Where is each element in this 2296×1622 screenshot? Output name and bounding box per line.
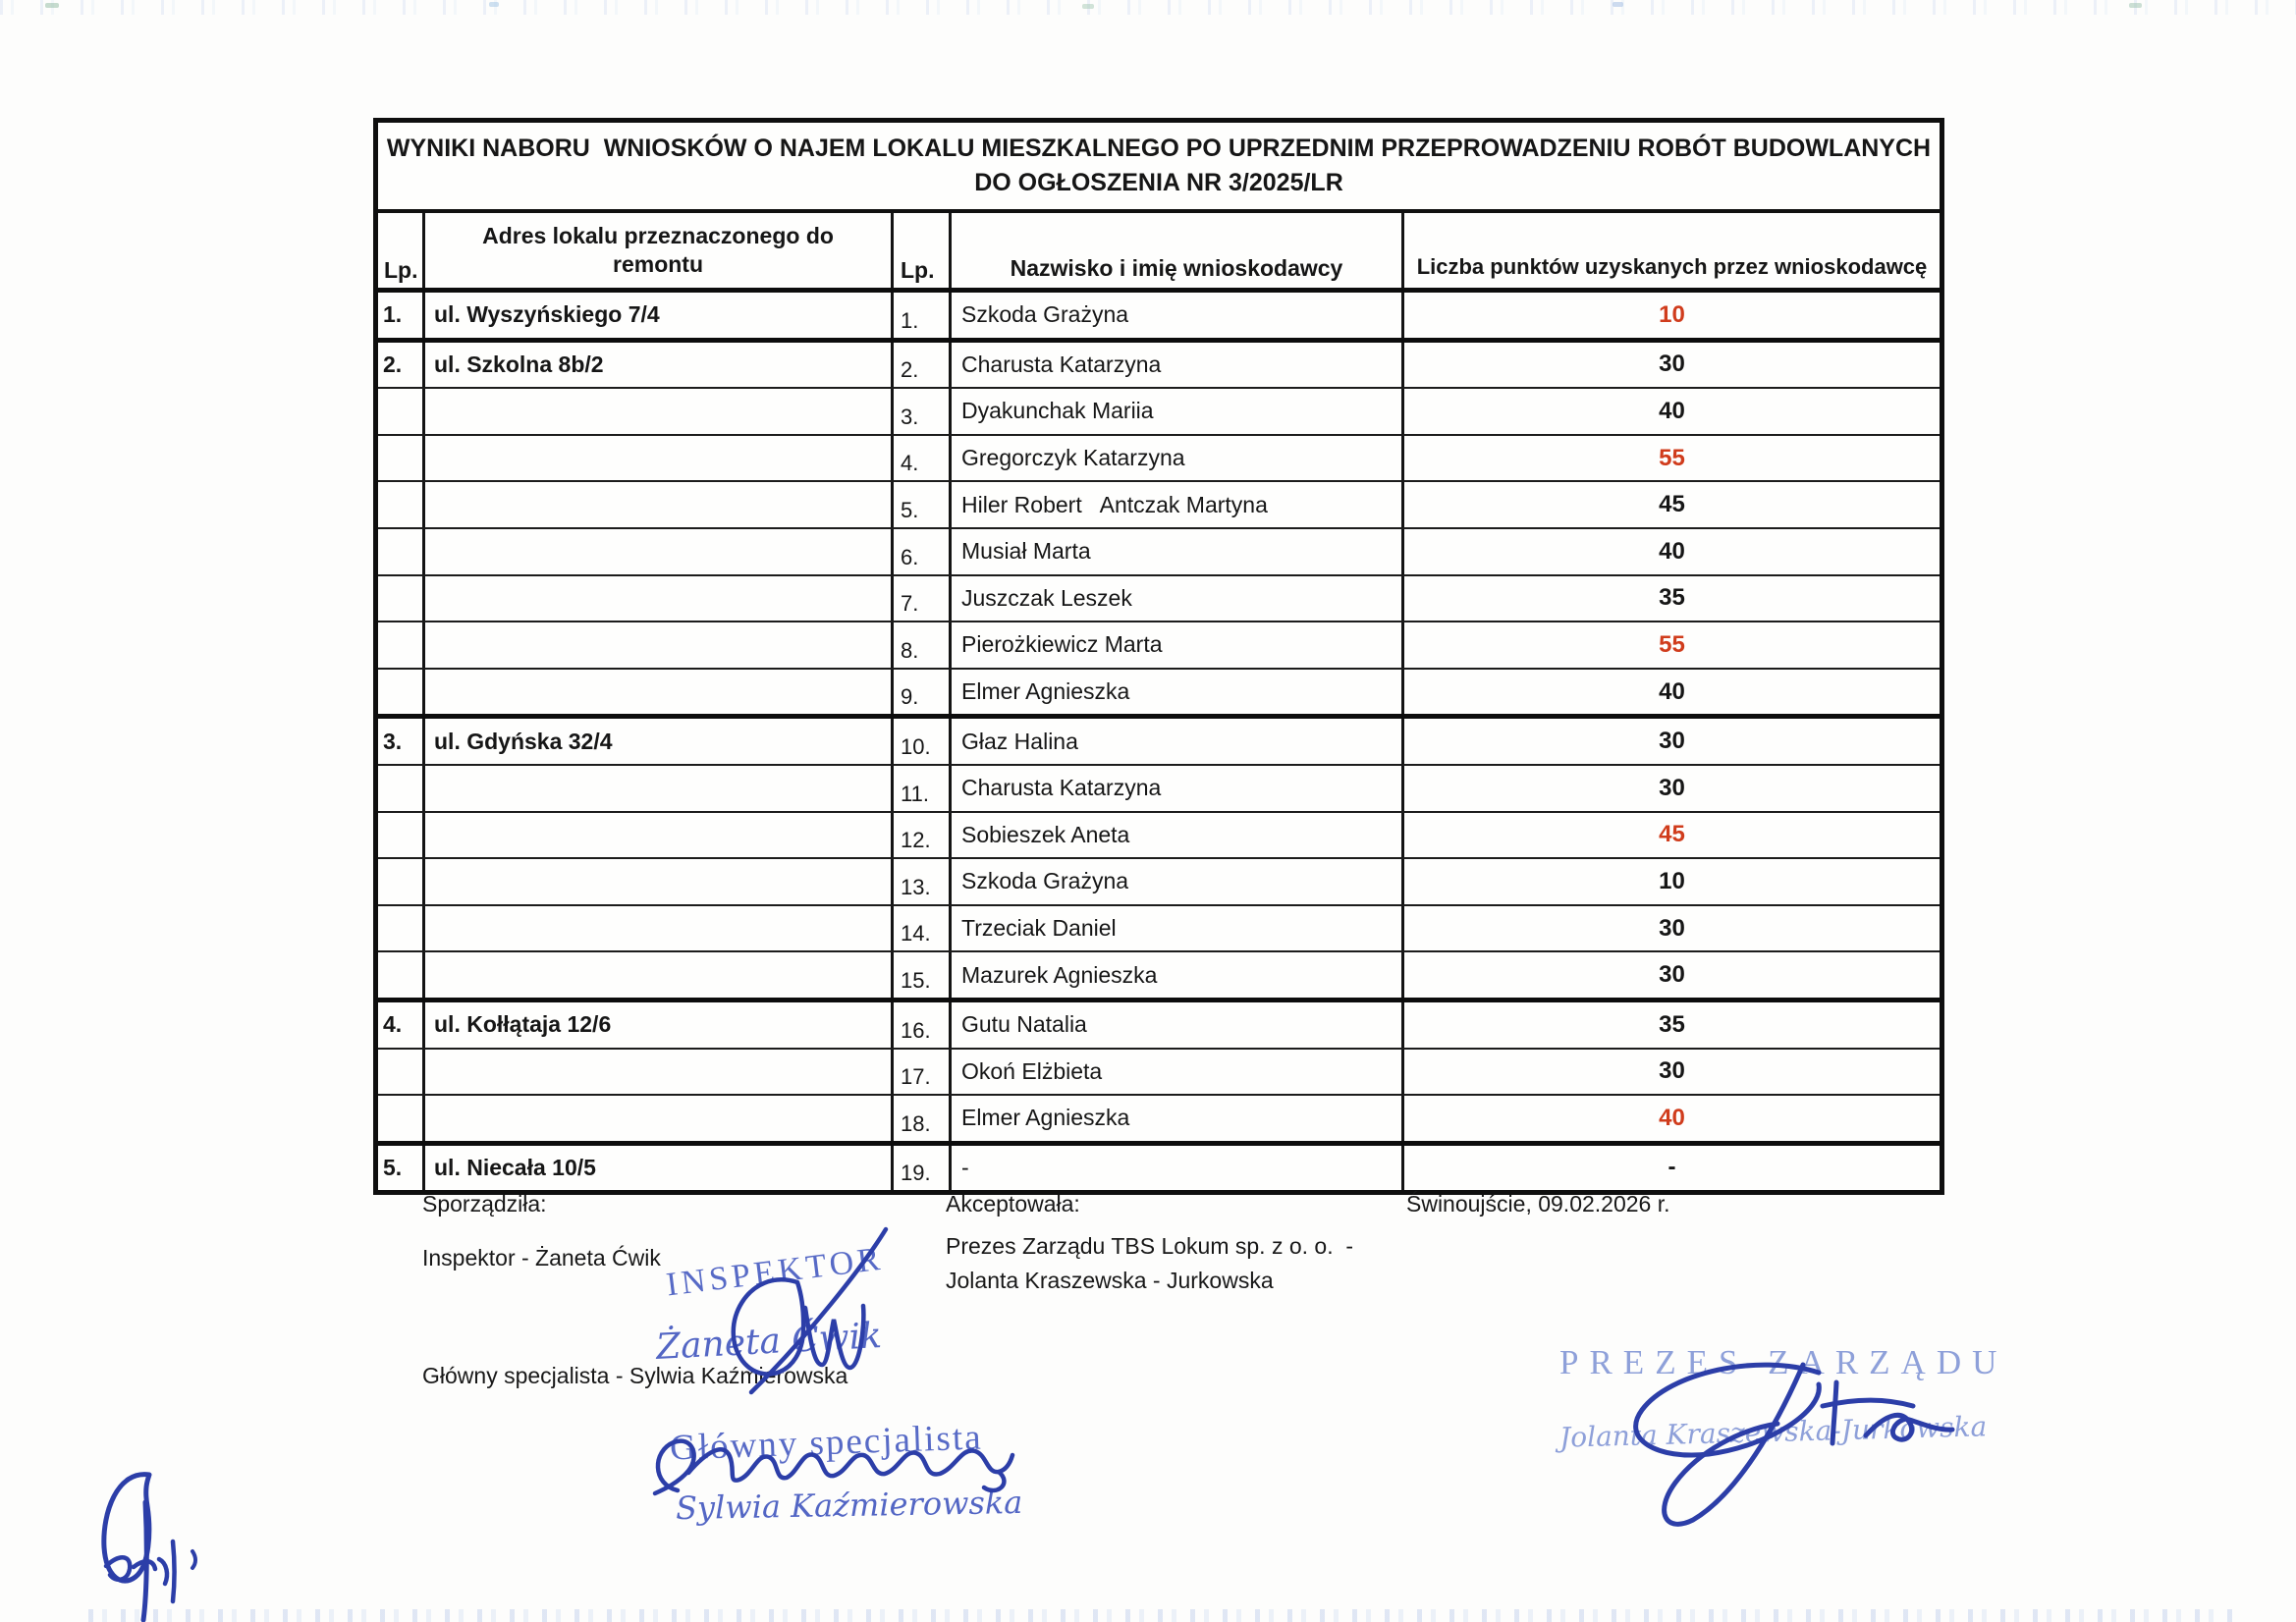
cell-no: 15. (894, 952, 952, 998)
cell-points: 40 (1659, 397, 1685, 424)
cell-name: Sobieszek Aneta (952, 813, 1404, 858)
header-lp-right: Lp. (894, 213, 952, 288)
cell-name: Mazurek Agnieszka (952, 952, 1404, 998)
cell-name: Elmer Agnieszka (952, 1096, 1404, 1141)
accepted-by-title: Prezes Zarządu TBS Lokum sp. z o. o. - (946, 1233, 1354, 1259)
table-row (378, 387, 1940, 434)
cell-address (425, 576, 894, 622)
place-and-date: Świnoujście, 09.02.2026 r. (1406, 1191, 1670, 1216)
cell-group-no (378, 576, 425, 622)
cell-name: Szkoda Grażyna (952, 859, 1404, 904)
cell-no: 13. (894, 859, 952, 904)
table-row (378, 293, 1940, 338)
cell-address: ul. Wyszyńskiego 7/4 (425, 293, 894, 338)
cell-group-no (378, 670, 425, 715)
cell-address (425, 906, 894, 951)
cell-no: 3. (894, 389, 952, 434)
cell-group-no: 4. (378, 1002, 425, 1048)
cell-name: Elmer Agnieszka (952, 670, 1404, 715)
cell-group-no (378, 1050, 425, 1095)
cell-points: 10 (1659, 300, 1685, 328)
table-row (378, 904, 1940, 951)
cell-points: 40 (1659, 677, 1685, 705)
table-row (378, 857, 1940, 904)
table-row (378, 668, 1940, 715)
accepted-by-label: Akceptowała: (946, 1191, 1080, 1216)
scan-artifact (1613, 2, 1623, 7)
table-row (378, 998, 1940, 1048)
scan-artifact (489, 2, 499, 7)
cell-points: - (1667, 1154, 1676, 1181)
cell-points: 35 (1659, 584, 1685, 612)
cell-no: 10. (894, 719, 952, 764)
cell-no: 6. (894, 529, 952, 574)
cell-address: ul. Szkolna 8b/2 (425, 343, 894, 388)
cell-no: 8. (894, 622, 952, 668)
results-table (373, 118, 1944, 1195)
cell-address (425, 1050, 894, 1095)
cell-points: 30 (1659, 1057, 1685, 1085)
cell-name: Charusta Katarzyna (952, 343, 1404, 388)
president-stamp-title: PREZES ZARZĄDU (1559, 1343, 2008, 1381)
cell-points: 10 (1659, 867, 1685, 894)
scan-artifact (45, 3, 59, 8)
cell-name: Dyakunchak Mariia (952, 389, 1404, 434)
cell-group-no: 5. (378, 1146, 425, 1191)
title-line-1: WYNIKI NABORU WNIOSKÓW O NAJEM LOKALU MIESZKALNEGO PO UPRZEDNIM PRZEPROWADZENIU ROBÓT BUDOWLANYCH (386, 135, 1932, 162)
inspector-stamp-name: Żaneta Ćwik (655, 1316, 883, 1368)
cell-name: Hiler Robert Antczak Martyna (952, 482, 1404, 527)
inspector-stamp-title: INSPEKTOR (664, 1240, 886, 1304)
header-address: Adres lokalu przeznaczonego do remontu (425, 213, 894, 288)
cell-points: 30 (1659, 961, 1685, 989)
cell-points: 45 (1659, 821, 1685, 848)
cell-address (425, 389, 894, 434)
table-body (378, 293, 1940, 1190)
table-row (378, 714, 1940, 764)
cell-points: 30 (1659, 914, 1685, 942)
cell-name: Musiał Marta (952, 529, 1404, 574)
cell-group-no: 3. (378, 719, 425, 764)
specialist-stamp-name: Sylwia Kaźmierowska (675, 1483, 1023, 1528)
accepted-by-name: Jolanta Kraszewska - Jurkowska (946, 1268, 1274, 1293)
table-row (378, 811, 1940, 858)
cell-address (425, 436, 894, 481)
cell-points: 55 (1659, 630, 1685, 658)
cell-address (425, 813, 894, 858)
cell-points: 55 (1659, 444, 1685, 471)
cell-address (425, 859, 894, 904)
cell-group-no (378, 436, 425, 481)
cell-no: 19. (894, 1146, 952, 1191)
header-name: Nazwisko i imię wnioskodawcy (952, 213, 1404, 288)
cell-points: 45 (1659, 491, 1685, 518)
cell-name: Trzeciak Daniel (952, 906, 1404, 951)
cell-no: 16. (894, 1002, 952, 1048)
cell-group-no (378, 859, 425, 904)
cell-address: ul. Niecała 10/5 (425, 1146, 894, 1191)
cell-points: 35 (1659, 1010, 1685, 1038)
cell-group-no: 2. (378, 343, 425, 388)
title-line-2: DO OGŁOSZENIA NR 3/2025/LR (974, 169, 1343, 196)
table-row (378, 527, 1940, 574)
handwritten-paraph (104, 1475, 195, 1620)
cell-name: Gregorczyk Katarzyna (952, 436, 1404, 481)
scan-noise-bottom (88, 1609, 2237, 1622)
cell-no: 17. (894, 1050, 952, 1095)
scan-noise-top (0, 0, 2296, 15)
cell-group-no (378, 482, 425, 527)
cell-address: ul. Kołłątaja 12/6 (425, 1002, 894, 1048)
prepared-by-inspector: Inspektor - Żaneta Ćwik (422, 1245, 661, 1271)
table-row (378, 480, 1940, 527)
cell-group-no (378, 389, 425, 434)
cell-no: 11. (894, 766, 952, 811)
table-row (378, 1141, 1940, 1191)
cell-points: 40 (1659, 1104, 1685, 1131)
president-stamp-name: Jolanta Kraszewska-Jurkowska (1558, 1410, 1988, 1454)
cell-no: 14. (894, 906, 952, 951)
table-row (378, 1094, 1940, 1141)
table-row (378, 1048, 1940, 1095)
cell-no: 4. (894, 436, 952, 481)
cell-no: 1. (894, 293, 952, 338)
cell-address (425, 1096, 894, 1141)
cell-name: Okoń Elżbieta (952, 1050, 1404, 1095)
cell-address: ul. Gdyńska 32/4 (425, 719, 894, 764)
prepared-by-label: Sporządziła: (422, 1191, 547, 1216)
cell-no: 12. (894, 813, 952, 858)
scan-artifact (2129, 3, 2142, 8)
cell-group-no: 1. (378, 293, 425, 338)
cell-name: - (952, 1146, 1404, 1191)
cell-points: 30 (1659, 351, 1685, 378)
cell-group-no (378, 622, 425, 668)
cell-address (425, 766, 894, 811)
cell-no: 2. (894, 343, 952, 388)
cell-no: 5. (894, 482, 952, 527)
cell-name: Pierożkiewicz Marta (952, 622, 1404, 668)
prepared-by-specialist: Główny specjalista - Sylwia Kaźmierowska (422, 1363, 848, 1388)
cell-group-no (378, 1096, 425, 1141)
cell-name: Juszczak Leszek (952, 576, 1404, 622)
cell-group-no (378, 906, 425, 951)
header-points: Liczba punktów uzyskanych przez wnioskodawcę (1416, 254, 1928, 279)
table-header-row (378, 213, 1940, 293)
cell-address (425, 952, 894, 998)
cell-address (425, 670, 894, 715)
cell-address (425, 529, 894, 574)
table-row (378, 574, 1940, 622)
cell-points: 30 (1659, 728, 1685, 755)
cell-name: Głaz Halina (952, 719, 1404, 764)
cell-group-no (378, 766, 425, 811)
table-row (378, 764, 1940, 811)
cell-no: 18. (894, 1096, 952, 1141)
specialist-stamp-title: Główny specjalista (669, 1417, 984, 1469)
table-row (378, 950, 1940, 998)
cell-points: 30 (1659, 774, 1685, 801)
cell-name: Szkoda Grażyna (952, 293, 1404, 338)
table-row (378, 621, 1940, 668)
cell-no: 7. (894, 576, 952, 622)
cell-address (425, 622, 894, 668)
cell-group-no (378, 952, 425, 998)
cell-address (425, 482, 894, 527)
table-row (378, 338, 1940, 388)
scan-artifact (1082, 4, 1094, 9)
cell-points: 40 (1659, 537, 1685, 565)
table-title (378, 123, 1940, 213)
cell-name: Gutu Natalia (952, 1002, 1404, 1048)
cell-group-no (378, 529, 425, 574)
cell-name: Charusta Katarzyna (952, 766, 1404, 811)
cell-no: 9. (894, 670, 952, 715)
table-row (378, 434, 1940, 481)
cell-group-no (378, 813, 425, 858)
header-lp-left: Lp. (378, 213, 425, 288)
